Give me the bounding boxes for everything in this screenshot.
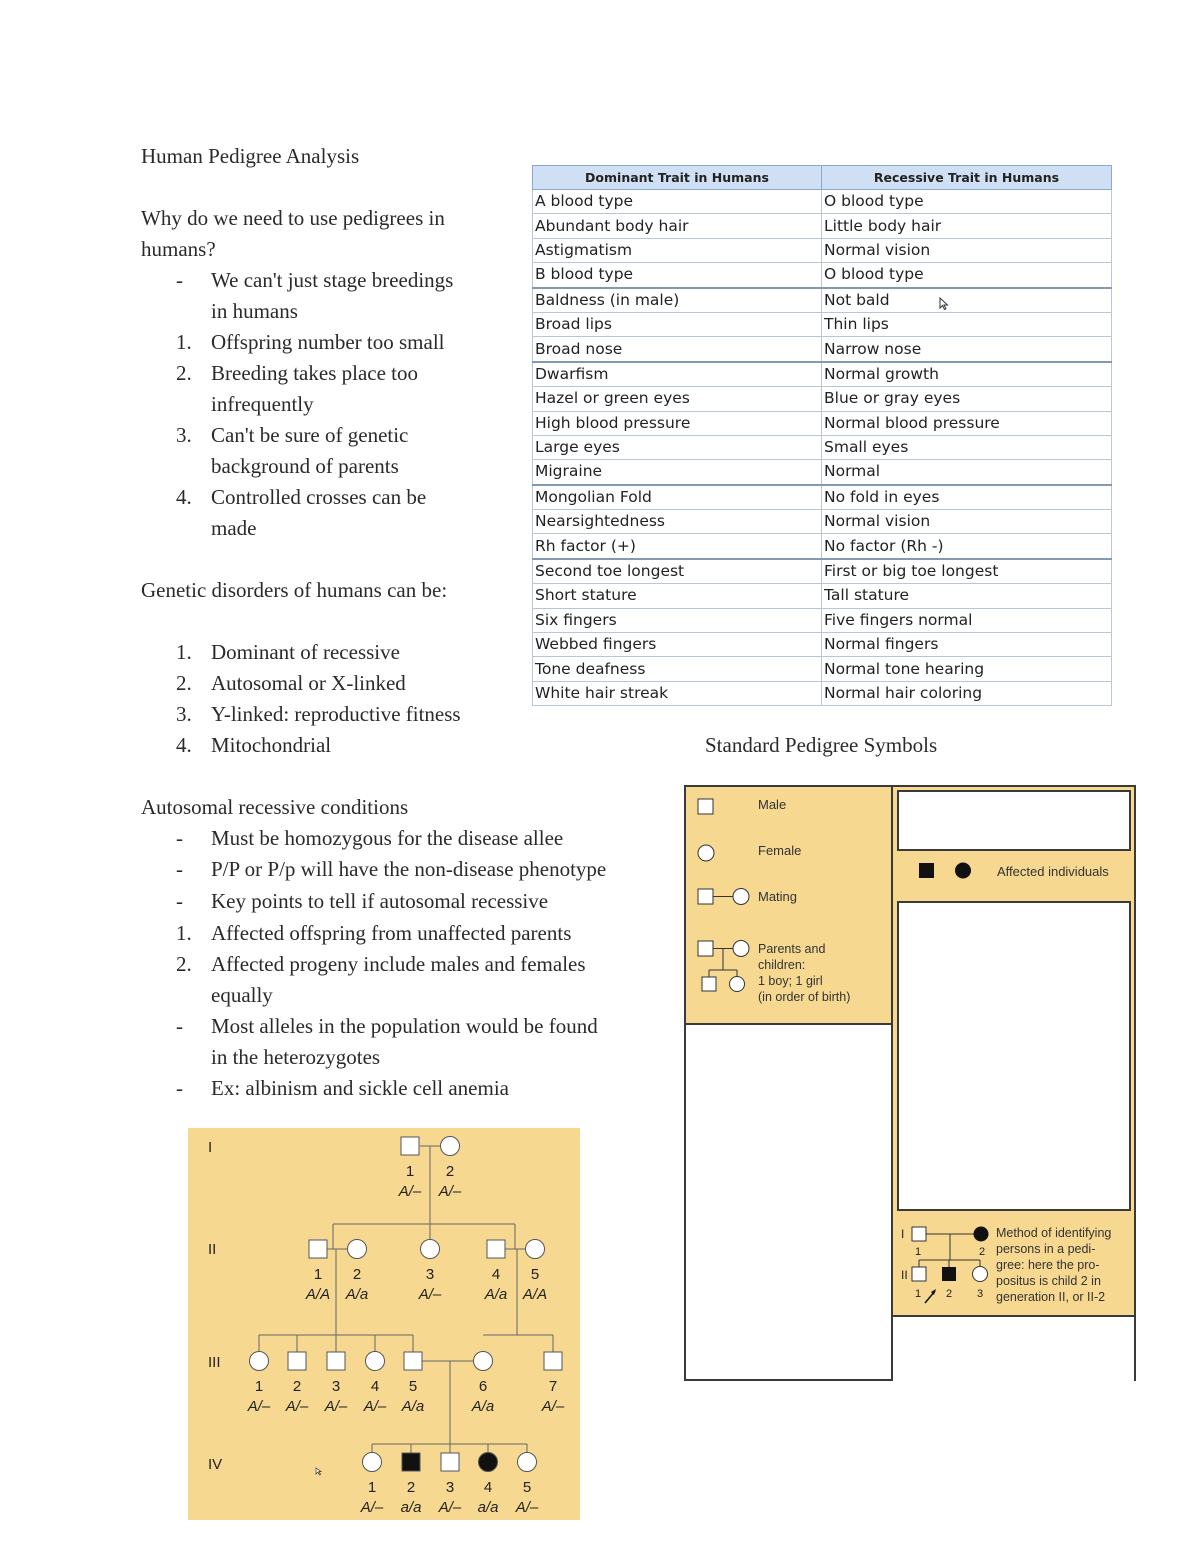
male-symbol (404, 1352, 422, 1370)
recessive-trait-cell: Normal hair coloring (822, 681, 1112, 705)
dominant-trait-cell: Rh factor (+) (533, 534, 822, 559)
dominant-trait-cell: High blood pressure (533, 411, 822, 435)
individual-number: 2 (352, 1266, 362, 1283)
recessive-trait-cell: O blood type (822, 263, 1112, 288)
table-row (533, 633, 1112, 657)
genotype-label: A/– (398, 1183, 422, 1200)
female-symbol (348, 1240, 367, 1259)
individual-number: 3 (445, 1479, 455, 1496)
genotype-label: A/– (363, 1398, 387, 1415)
recessive-trait-cell: Little body hair (822, 214, 1112, 238)
individual-number: 2 (292, 1378, 302, 1395)
list-marker: - (176, 1076, 183, 1100)
list-item: Mitochondrial (211, 733, 332, 757)
male-label: Male (758, 797, 787, 812)
male-symbol (309, 1240, 327, 1258)
generation-label: II (208, 1241, 217, 1258)
recessive-trait-cell: Normal tone hearing (822, 657, 1112, 681)
individual-number: 1 (405, 1163, 415, 1180)
blank-cell (897, 901, 1131, 1211)
question-line: Why do we need to use pedigrees in (141, 206, 445, 230)
recessive-trait-cell: Small eyes (822, 435, 1112, 459)
recessive-trait-cell: Normal growth (822, 362, 1112, 387)
individual-number: 6 (478, 1378, 488, 1395)
male-symbol (401, 1137, 419, 1155)
blank-cell (897, 790, 1131, 851)
female-symbol (441, 1137, 460, 1156)
individual-number: 2 (445, 1163, 455, 1180)
table-row (533, 584, 1112, 608)
genotype-label: A/a (471, 1398, 495, 1415)
list-number: 2. (176, 671, 192, 695)
genotype-label: A/– (285, 1398, 309, 1415)
table-row (533, 411, 1112, 435)
list-item: Controlled crosses can be (211, 485, 427, 509)
table-row (533, 435, 1112, 459)
individual-number: 7 (548, 1378, 558, 1395)
parents-children-label: Parents and children: 1 boy; 1 girl (in order of birth) (758, 942, 851, 1004)
dominant-trait-cell: Abundant body hair (533, 214, 822, 238)
pedigree-chart (188, 1128, 580, 1520)
recessive-trait-cell: Not bald (822, 288, 1112, 313)
svg-text:2: 2 (946, 1288, 953, 1300)
list-item: Can't be sure of genetic (211, 423, 409, 447)
genotype-label: A/– (360, 1499, 384, 1516)
recessive-trait-cell: Normal vision (822, 510, 1112, 534)
individual-number: 3 (425, 1266, 435, 1283)
female-symbol (526, 1240, 545, 1259)
list-item: made (211, 516, 257, 540)
dominant-trait-cell: Dwarfism (533, 362, 822, 387)
dominant-trait-cell: Migraine (533, 460, 822, 485)
dominant-trait-cell: Short stature (533, 584, 822, 608)
male-square-icon (694, 795, 720, 821)
proband-gen-label: I (901, 1227, 905, 1241)
list-item: Most alleles in the population would be found (211, 1014, 598, 1038)
dominant-trait-cell: Hazel or green eyes (533, 387, 822, 411)
generation-label: IV (208, 1456, 223, 1473)
reason-text: in humans (211, 299, 298, 323)
dominant-trait-cell: Large eyes (533, 435, 822, 459)
table-row (533, 214, 1112, 238)
table-row (533, 460, 1112, 485)
section-heading: Autosomal recessive conditions (141, 795, 409, 819)
list-marker: 2. (176, 952, 192, 976)
cursor-icon (939, 297, 951, 311)
dominant-trait-cell: Broad lips (533, 312, 822, 336)
female-symbol (518, 1453, 537, 1472)
section-heading: Genetic disorders of humans can be: (141, 578, 448, 602)
recessive-trait-cell: First or big toe longest (822, 559, 1112, 584)
basic-symbols-block (686, 787, 893, 1025)
recessive-trait-cell: O blood type (822, 190, 1112, 214)
recessive-trait-cell: Blue or gray eyes (822, 387, 1112, 411)
recessive-trait-cell: Tall stature (822, 584, 1112, 608)
genotype-label: A/A (305, 1286, 331, 1303)
list-item: Breeding takes place too (211, 361, 419, 385)
individual-number: 1 (254, 1378, 264, 1395)
trait-table-body (533, 190, 1112, 706)
table-row (533, 288, 1112, 313)
dominant-trait-cell: White hair streak (533, 681, 822, 705)
table-row (533, 559, 1112, 584)
proband-label: Method of identifying persons in a pedi- gree: here the pro- positus is child 2 in generation II, or II-2 (996, 1226, 1112, 1304)
female-symbol (366, 1352, 385, 1371)
list-number: 2. (176, 361, 192, 385)
list-item: equally (211, 983, 273, 1007)
dominant-trait-cell: Baldness (in male) (533, 288, 822, 313)
svg-text:2: 2 (979, 1246, 986, 1258)
genotype-label: a/a (477, 1499, 499, 1516)
reason-text: We can't just stage breedings (211, 268, 454, 292)
dominant-trait-cell: Broad nose (533, 337, 822, 362)
individual-number: 5 (530, 1266, 540, 1283)
list-number: 4. (176, 733, 192, 757)
table-row (533, 238, 1112, 262)
list-item: Dominant of recessive (211, 640, 400, 664)
recessive-trait-cell: Narrow nose (822, 337, 1112, 362)
affected-female-symbol (479, 1453, 498, 1472)
generation-label: I (208, 1139, 213, 1156)
list-marker: - (176, 1014, 183, 1038)
genotype-label: A/A (522, 1286, 548, 1303)
list-number: 4. (176, 485, 192, 509)
recessive-trait-cell: Normal fingers (822, 633, 1112, 657)
svg-text:1: 1 (915, 1246, 922, 1258)
recessive-trait-cell: Normal blood pressure (822, 411, 1112, 435)
female-circle-icon (694, 841, 720, 867)
dominant-trait-cell: Webbed fingers (533, 633, 822, 657)
female-label: Female (758, 843, 802, 858)
page-title: Human Pedigree Analysis (141, 144, 360, 168)
dominant-trait-cell: Mongolian Fold (533, 485, 822, 510)
male-symbol (487, 1240, 505, 1258)
male-symbol (288, 1352, 306, 1370)
genotype-label: A/a (401, 1398, 425, 1415)
symbols-panel (684, 785, 1136, 1381)
male-symbol (544, 1352, 562, 1370)
list-item: Affected offspring from unaffected parents (211, 921, 572, 945)
recessive-trait-cell: Normal vision (822, 238, 1112, 262)
genotype-label: A/– (541, 1398, 565, 1415)
affected-label: Affected individuals (997, 864, 1109, 879)
list-item: Y-linked: reproductive fitness (211, 702, 461, 726)
affected-symbols-icon (915, 859, 975, 883)
dominant-trait-cell: Astigmatism (533, 238, 822, 262)
question-line: humans? (141, 237, 216, 261)
male-symbol (441, 1453, 459, 1471)
individual-number: 1 (313, 1266, 323, 1283)
table-row (533, 681, 1112, 705)
blank-cell (893, 1315, 1134, 1381)
dominant-trait-cell: A blood type (533, 190, 822, 214)
female-symbol (250, 1352, 269, 1371)
table-header-row (533, 166, 1112, 190)
list-marker: - (176, 889, 183, 913)
list-item: P/P or P/p will have the non-disease phenotype (211, 857, 607, 881)
list-item: Key points to tell if autosomal recessive (211, 889, 549, 913)
individual-number: 1 (367, 1479, 377, 1496)
list-item: background of parents (211, 454, 399, 478)
column-header-recessive: Recessive Trait in Humans (822, 166, 1112, 190)
symbols-title: Standard Pedigree Symbols (705, 733, 938, 757)
dominant-trait-cell: B blood type (533, 263, 822, 288)
table-row (533, 485, 1112, 510)
proband-gen-label: II (901, 1268, 908, 1282)
dominant-trait-cell: Six fingers (533, 608, 822, 632)
table-row (533, 190, 1112, 214)
list-item: infrequently (211, 392, 314, 416)
dash-marker: - (176, 268, 183, 292)
table-row (533, 534, 1112, 559)
svg-text:1: 1 (915, 1288, 922, 1300)
trait-table (532, 165, 1112, 706)
table-row (533, 657, 1112, 681)
generation-label: III (208, 1354, 221, 1371)
list-number: 3. (176, 702, 192, 726)
genotype-label: A/a (484, 1286, 508, 1303)
individual-number: 5 (408, 1378, 418, 1395)
individual-number: 4 (370, 1378, 380, 1395)
list-item: Offspring number too small (211, 330, 445, 354)
parents-children-icon (694, 937, 754, 1007)
list-item: in the heterozygotes (211, 1045, 381, 1069)
individual-number: 4 (483, 1479, 493, 1496)
table-row (533, 312, 1112, 336)
dominant-trait-cell: Tone deafness (533, 657, 822, 681)
table-row (533, 337, 1112, 362)
recessive-trait-cell: No fold in eyes (822, 485, 1112, 510)
genotype-label: A/a (345, 1286, 369, 1303)
list-marker: 1. (176, 921, 192, 945)
mating-icon (694, 885, 754, 911)
genotype-label: A/– (438, 1183, 462, 1200)
list-item: Autosomal or X-linked (211, 671, 406, 695)
list-number: 1. (176, 330, 192, 354)
table-row (533, 608, 1112, 632)
genotype-label: A/– (438, 1499, 462, 1516)
genotype-label: A/– (247, 1398, 271, 1415)
dominant-trait-cell: Nearsightedness (533, 510, 822, 534)
recessive-trait-cell: Normal (822, 460, 1112, 485)
table-row (533, 263, 1112, 288)
dominant-trait-cell: Second toe longest (533, 559, 822, 584)
female-symbol (363, 1453, 382, 1472)
genotype-label: A/– (418, 1286, 442, 1303)
female-symbol (474, 1352, 493, 1371)
individual-number: 4 (491, 1266, 501, 1283)
male-symbol (327, 1352, 345, 1370)
individual-number: 2 (406, 1479, 416, 1496)
genotype-label: A/– (324, 1398, 348, 1415)
table-row (533, 510, 1112, 534)
proband-diagram (895, 1219, 999, 1307)
list-item: Ex: albinism and sickle cell anemia (211, 1076, 509, 1100)
table-row (533, 362, 1112, 387)
individual-number: 5 (522, 1479, 532, 1496)
genotype-label: a/a (400, 1499, 422, 1516)
individual-number: 3 (331, 1378, 341, 1395)
recessive-trait-cell: Five fingers normal (822, 608, 1112, 632)
list-marker: - (176, 826, 183, 850)
column-header-dominant: Dominant Trait in Humans (533, 166, 822, 190)
mating-label: Mating (758, 889, 798, 904)
genotype-label: A/– (515, 1499, 539, 1516)
recessive-trait-cell: Thin lips (822, 312, 1112, 336)
female-symbol (421, 1240, 440, 1259)
svg-text:3: 3 (977, 1288, 984, 1300)
list-item: Must be homozygous for the disease allee (211, 826, 564, 850)
list-number: 3. (176, 423, 192, 447)
blank-cell (686, 1025, 893, 1379)
list-number: 1. (176, 640, 192, 664)
table-row (533, 387, 1112, 411)
affected-male-symbol (402, 1453, 420, 1471)
right-symbols-column (893, 787, 1134, 1379)
list-item: Affected progeny include males and females (211, 952, 586, 976)
recessive-trait-cell: No factor (Rh -) (822, 534, 1112, 559)
list-marker: - (176, 857, 183, 881)
